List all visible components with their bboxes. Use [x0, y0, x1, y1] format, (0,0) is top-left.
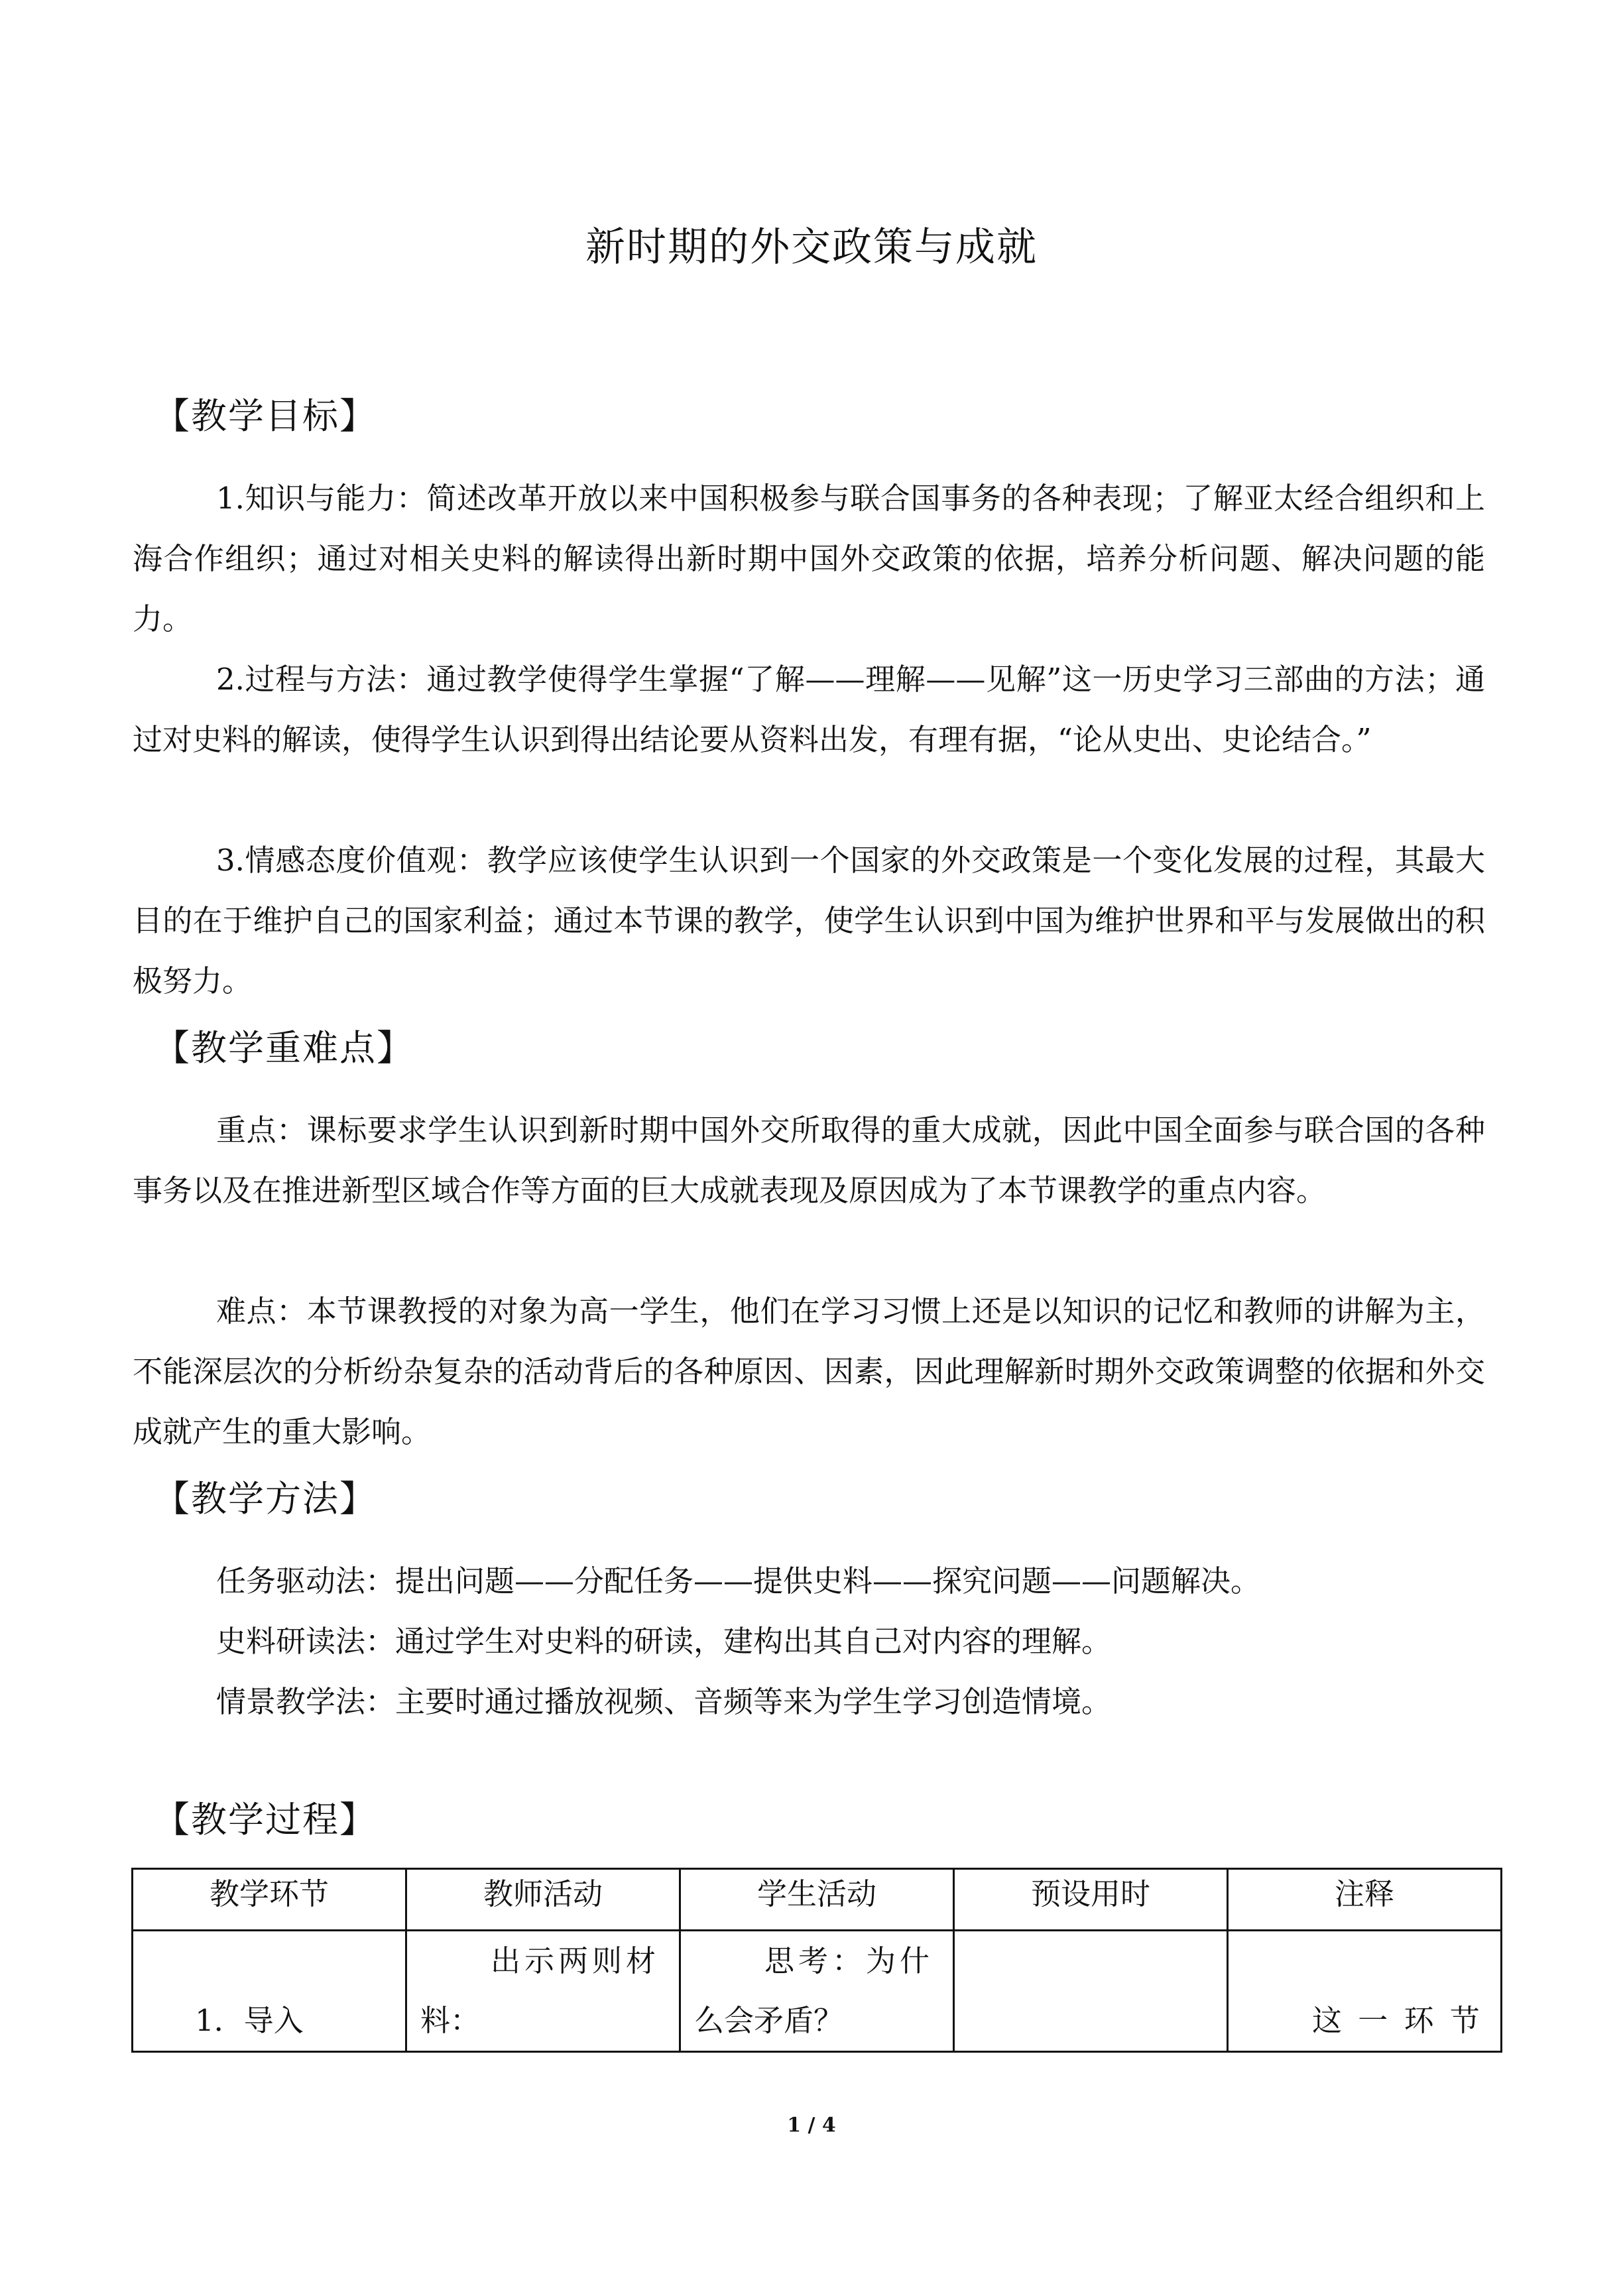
student-line-1: 思考：为什 — [764, 1943, 934, 1978]
document-title: 新时期的外交政策与成就 — [585, 224, 1038, 271]
header-stage: 教学环节 — [133, 1869, 406, 1931]
cell-time — [954, 1931, 1228, 2052]
header-student: 学生活动 — [680, 1869, 954, 1931]
stage-text: 1．导入 — [195, 2003, 304, 2038]
heading-methods: 【教学方法】 — [154, 1478, 377, 1520]
objective-paragraph-2: 2.过程与方法：通过教学使得学生掌握“了解——理解——见解”这一历史学习三部曲的方法；通过对史料的解读，使得学生认识到得出结论要从资料出发，有理有据，“论从史出、史论结合。” — [133, 662, 1485, 757]
header-teacher: 教师活动 — [406, 1869, 680, 1931]
heading-key-points: 【教学重难点】 — [154, 1027, 414, 1069]
process-table — [131, 1868, 1502, 2053]
cell-stage — [133, 1931, 406, 2052]
cell-teacher — [406, 1931, 680, 2052]
objective-paragraph-1: 1.知识与能力：简述改革开放以来中国积极参与联合国事务的各种表现；了解亚太经合组织和上海合作组织；通过对相关史料的解读得出新时期中国外交政策的依据，培养分析问题、解决问题的能力。 — [133, 481, 1485, 636]
teacher-line-1: 出示两则材 — [491, 1943, 660, 1978]
heading-process: 【教学过程】 — [154, 1799, 377, 1841]
teacher-line-2: 料： — [420, 2003, 481, 2038]
table-row — [133, 1931, 1502, 2052]
header-note: 注释 — [1228, 1869, 1502, 1931]
objective-paragraph-3: 3.情感态度价值观：教学应该使学生认识到一个国家的外交政策是一个变化发展的过程，其最大目的在于维护自己的国家利益；通过本节课的教学，使学生认识到中国为维护世界和平与发展做出的积极努力。 — [133, 843, 1485, 998]
cell-note — [1228, 1931, 1502, 2052]
heading-objectives: 【教学目标】 — [154, 395, 377, 437]
table-header-row — [133, 1869, 1502, 1931]
method-paragraph-3: 情景教学法：主要时通过播放视频、音频等来为学生学习创造情境。 — [216, 1684, 1112, 1719]
difficulty-paragraph: 难点：本节课教授的对象为高一学生，他们在学习习惯上还是以知识的记忆和教师的讲解为主，不能深层次的分析纷杂复杂的活动背后的各种原因、因素，因此理解新时期外交政策调整的依据和外交成就产生的重大影响。 — [133, 1294, 1485, 1449]
cell-student — [680, 1931, 954, 2052]
method-paragraph-2: 史料研读法：通过学生对史料的研读，建构出其自己对内容的理解。 — [216, 1624, 1112, 1659]
page-number: 1 / 4 — [787, 2114, 836, 2137]
header-time: 预设用时 — [954, 1869, 1228, 1931]
student-line-2: 么会矛盾？ — [694, 2003, 844, 2038]
note-text: 这 一 环 节 — [1312, 2003, 1480, 2038]
method-paragraph-1: 任务驱动法：提出问题——分配任务——提供史料——探究问题——问题解决。 — [216, 1563, 1261, 1599]
key-point-paragraph: 重点：课标要求学生认识到新时期中国外交所取得的重大成就，因此中国全面参与联合国的各种事务以及在推进新型区域合作等方面的巨大成就表现及原因成为了本节课教学的重点内容。 — [133, 1113, 1485, 1208]
